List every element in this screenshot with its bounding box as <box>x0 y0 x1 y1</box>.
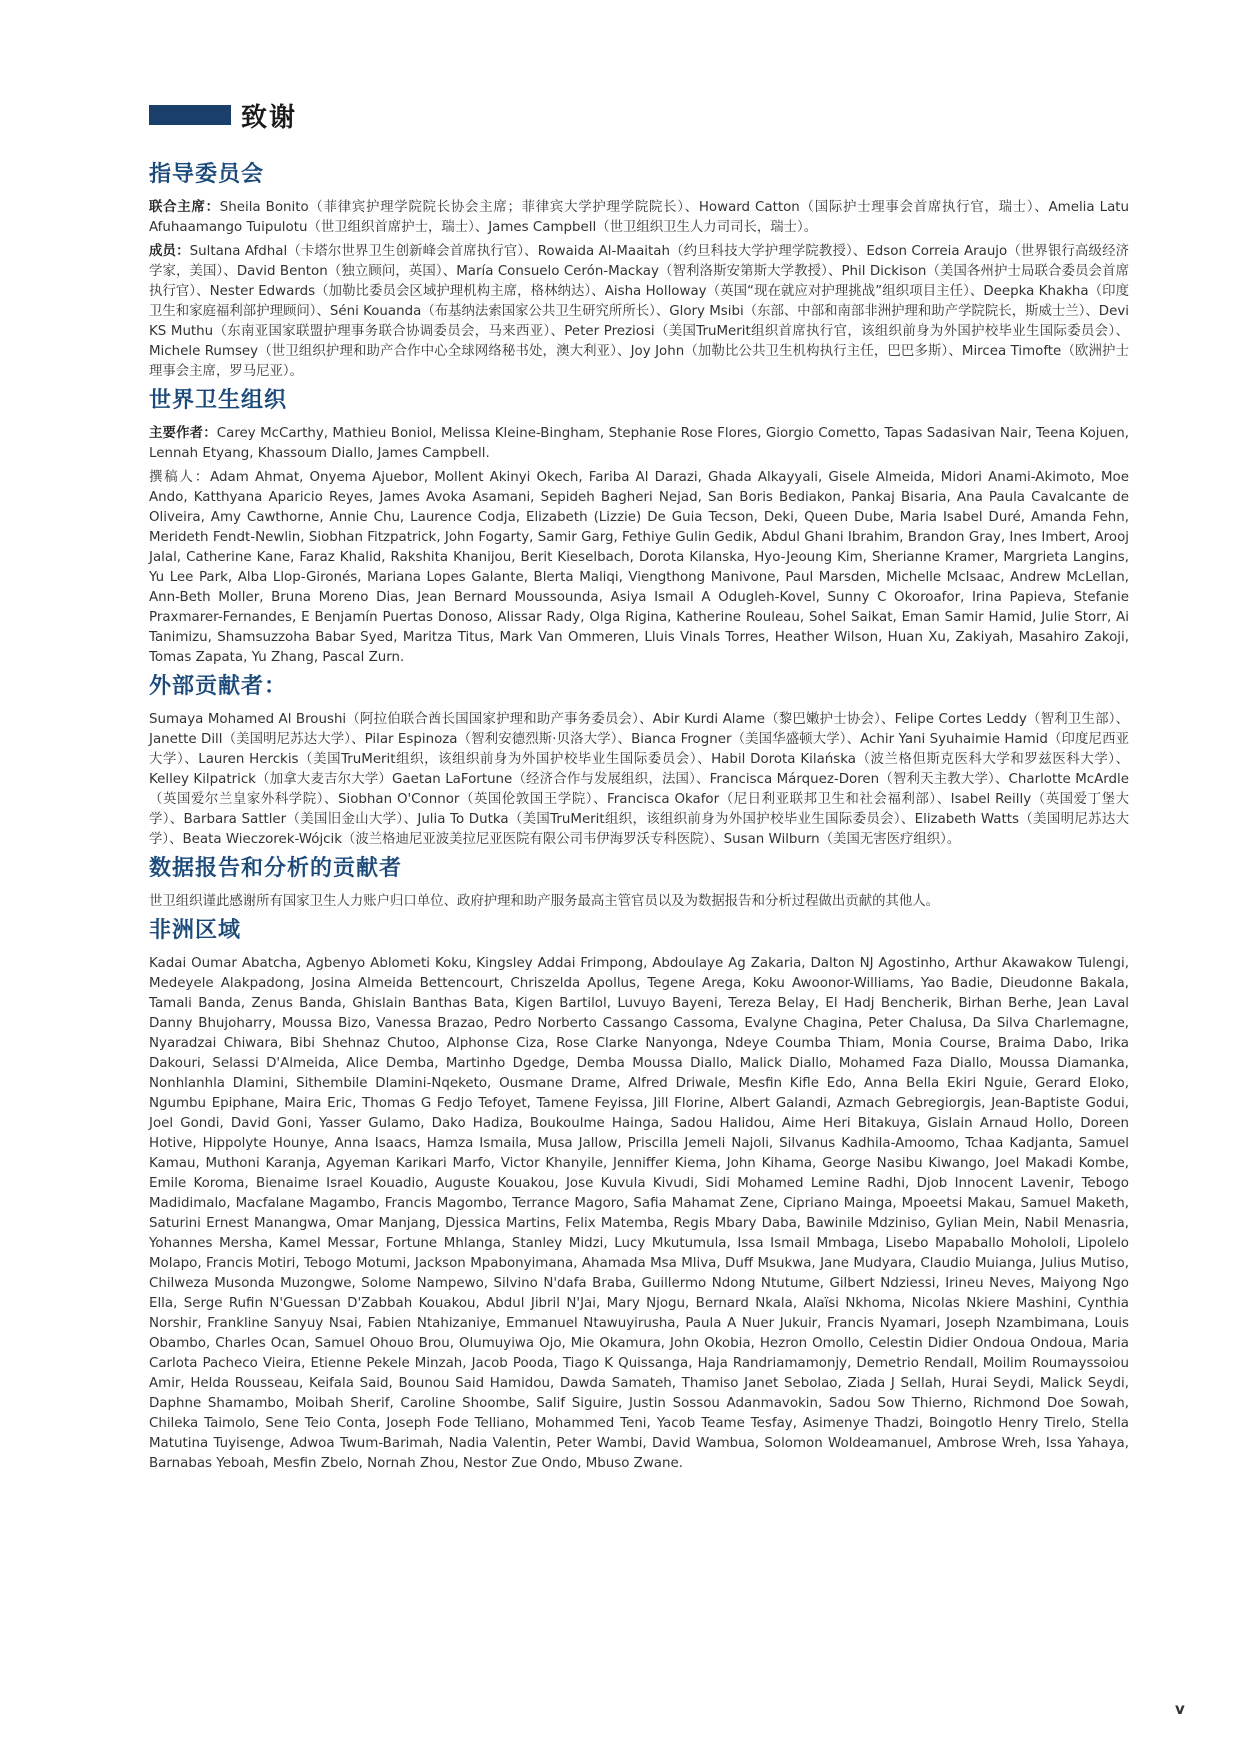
who-contributors-paragraph: 撰稿人：Adam Ahmat, Onyema Ajuebor, Mollent Akinyi Okech, Fariba Al Darazi, Ghada Alkayyali, Gisele Almeida, Midori Anami-Akimoto, Moe Ando, Katthyana Aparicio Reyes, James Avoka Asamani, Sepideh Bagheri Nejad, San Boris Bediakon, Pankaj Bisaria, Ana Paula Cavalcante de Oliveira, Amy Cawthorne, Annie Chu, Laurence Codja, Elizabeth (Lizzie) De Guia Tecson, Deki, Queen Dube, Maria Isabel Duré, Amanda Fehn, Merideth Fendt-Newlin, Siobhan Fitzpatrick, John Fogarty, Samir Garg, Fethiye Gulin Gedik, Abdul Ghani Ibrahim, Brandon Gray, Ines Imbert, Arooj Jalal, Catherine Kane, Faraz Khalid, Rakshita Khanijou, Berit Kieselbach, Dorota Kilanska, Hyo-Jeoung Kim, Sherianne Kramer, Margrieta Langins, Yu Lee Park, Alba Llop-Gironés, Mariana Lopes Galante, Blerta Maliqi, Viengthong Manivone, Paul Marsden, Michelle McIsaac, Andrew McLellan, Ann-Beth Moller, Bruna Moreno Dias, Jean Bernard Moussounda, Asiya Ismail A Odugleh-Kovel, Sunny C Okoroafor, Irina Papieva, Stefanie Praxmarer-Fernandes, E Benjamín Puertas Donoso, Alissar Rady, Olga Rigina, Katherine Rouleau, Sohel Saikat, Eman Samir Hamid, Julie Storr, Ai Tanimizu, Shamsuzzoha Babar Syed, Maritza Titus, Mark Van Ommeren, Lluis Vinals Torres, Heather Wilson, Huan Xu, Zakiyah, Masahiro Zakoji, Tomas Zapata, Yu Zhang, Pascal Zurn. <box>149 470 1129 665</box>
external-contributors-title: 外部贡献者： <box>149 674 288 699</box>
steering-committee-title: 指导委员会 <box>149 162 265 187</box>
page-header <box>149 98 297 132</box>
cochairs-text: Sheila Bonito（菲律宾护理学院院长协会主席；菲律宾大学护理学院院长）、Howard Catton（国际护士理事会首席执行官，瑞士）、Amelia Latu Afuhaamango Tuipulotu（世卫组织首席护士，瑞士）、James Campbell（世卫组织卫生人力司司长，瑞士）。 <box>149 200 1130 235</box>
lead-authors-paragraph <box>149 424 1129 464</box>
africa-region-section <box>149 916 1129 1474</box>
page-title: 致谢 <box>241 102 298 133</box>
africa-region-title: 非洲区域 <box>149 918 242 943</box>
africa-region-text: Kadai Oumar Abatcha, Agbenyo Ablometi Koku, Kingsley Addai Frimpong, Abdoulaye Ag Zakaria, Dalton NJ Agostinho, Arthur Akawakow Tulengi, Medeyele Alakpadong, Josina Almeida Bettencourt, Chriszelda Apollus, Tegene Arega, Koku Awoonor-Williams, Yao Badie, Dieudonne Bakala, Tamali Banda, Zenus Banda, Ghislain Banthas Bata, Kigen Bartilol, Luvuyo Bayeni, Tereza Belay, El Hadj Bencherik, Birhan Berhe, Jean Laval Danny Bhujoharry, Moussa Bizo, Vanessa Brazao, Pedro Norberto Cassango Cassoma, Evalyne Chagina, Peter Chalusa, Da Silva Charlemagne, Nyaradzai Chiwara, Bibi Shehnaz Chutoo, Alphonse Ciza, Rose Clarke Nanyonga, Ndeye Coumba Thiam, Monia Course, Braima Dabo, Irika Dakouri, Selassi D'Almeida, Alice Demba, Martinho Dgedge, Demba Moussa Diallo, Malick Diallo, Mohamed Faza Diallo, Moussa Diamanka, Nonhlanhla Dlamini, Sithembile Dlamini-Nqeketo, Ousmane Drame, Alfred Driwale, Mesfin Kifle Edo, Anna Bella Ekiri Nguie, Gerard Eloko, Ngumbu Epiphane, Maira Eric, Thomas G Fedjo Tefoyet, Tamene Feyissa, Jill Florine, Albert Galandi, Azmach Gebregiorgis, Jean-Baptiste Godui, Joel Gondi, David Goni, Yasser Gulamo, Dako Hadiza, Boukoulme Hainga, Sadou Halidou, Aime Heri Bitakuya, Gislain Arnaud Hollo, Doreen Hotive, Hippolyte Hounye, Anna Isaacs, Hamza Ismaila, Musa Jallow, Priscilla Jemeli Najoli, Silvanus Kadhila-Amoomo, Tchaa Kadjanta, Samuel Kamau, Muthoni Karanja, Agyeman Karikari Marfo, Victor Khanyile, Jenniffer Kiema, John Kihama, George Nasibu Kiwango, Joel Makadi Kombe, Emile Koroma, Bienaime Israel Kouadio, Auguste Kouakou, Jose Kuvula Kivudi, Sidi Mohamed Lemine Radhi, Djob Innocent Lavenir, Tebogo Madidimalo, Macfalane Magambo, Francis Magombo, Terrance Magoro, Safia Mahamat Zene, Cipriano Mainga, Mpoeetsi Makau, Samuel Maketh, Saturini Ernest Manangwa, Omar Manjang, Djessica Martins, Felix Matemba, Regis Mbary Daba, Bawinile Mdziniso, Gylian Mein, Nabil Menasria, Yohannes Mersha, Kamel Messar, Fortune Mhlanga, Stanley Midzi, Lucy Mkutumula, Issa Ismail Mmbaga, Lisebo Mapaballo Mohololi, Lipolelo Molapo, Francis Motiri, Tebogo Motumi, Jackson Mpabonyimana, Ahamada Msa Mliva, Duff Msukwa, Jane Mudyara, Claudio Muianga, Julius Mutiso, Chilweza Musonda Muzongwe, Solome Nampewo, Silvino N'dafa Braba, Guillermo Ndong Ntutume, Gilbert Ndziessi, Irineu Neves, Maiyong Ngo Ella, Serge Rufin N'Guessan D'Zabbah Kouakou, Abdul Jibril N'Jai, Mary Njogu, Bernard Nkala, Alaïsi Nkhoma, Nicolas Nkiere Mashini, Cynthia Norshir, Frankline Sanyuy Nsai, Fabien Ntahizaniye, Emmanuel Ntawuyirusha, Paula A Nuer Jukuir, Francis Nyamari, Joseph Nzambimana, Louis Obambo, Charles Ocan, Samuel Ohouo Brou, Olumuyiwa Ojo, Mie Okamura, John Okobia, Hezron Omollo, Celestin Didier Ondoua Ondoua, Maria Carlota Pacheco Vieira, Etienne Pekele Minzah, Jacob Pooda, Tiago K Quissanga, Haja Randriamamonjy, Demetrio Rendall, Moilim Roumayssoiou Amir, Helda Rousseau, Keifala Said, Bounou Said Hamidou, Dawda Samateh, Thamiso Janet Sebolao, Ziada J Sellah, Hurai Seydi, Malick Seydi, Daphne Shamambo, Moibah Sherif, Caroline Shoombe, Salif Siguire, Justin Sossou Adanmavokin, Sadou Sow Thierno, Richmond Doe Sowah, Chileka Taimolo, Sene Teio Conta, Joseph Fode Telliano, Mohammed Teni, Yacob Teame Tesfay, Asimenye Thadzi, Boingotlo Henry Tirelo, Stella Matutina Tuyisenge, Adwoa Twum-Barimah, Nadia Valentin, Peter Wambi, David Wambua, Solomon Woldeamanuel, Ambrose Wreh, Issa Yahaya, Barnabas Yeboah, Mesfin Zbelo, Nornah Zhou, Nestor Zue Ondo, Mbuso Zwane. <box>149 956 1129 1471</box>
data-reporting-title: 数据报告和分析的贡献者 <box>149 856 403 881</box>
lead-authors-label: 主要作者： <box>149 426 217 441</box>
acknowledgements-content <box>149 160 1129 1478</box>
header-accent-bar <box>149 105 231 125</box>
members-paragraph <box>149 242 1129 382</box>
page-number: v <box>1175 1700 1185 1718</box>
who-title: 世界卫生组织 <box>149 388 288 413</box>
data-reporting-section <box>149 854 1129 912</box>
lead-authors-text: Carey McCarthy, Mathieu Boniol, Melissa Kleine-Bingham, Stephanie Rose Flores, Giorgio Cometto, Tapas Sadasivan Nair, Teena Kojuen, Lennah Etyang, Khassoum Diallo, James Campbell. <box>149 426 1129 461</box>
who-section <box>149 386 1129 668</box>
external-contributors-text: Sumaya Mohamed Al Broushi（阿拉伯联合酋长国国家护理和助产事务委员会）、Abir Kurdi Alame（黎巴嫩护士协会）、Felipe Cortes Leddy（智利卫生部）、Janette Dill（美国明尼苏达大学）、Pilar Espinoza（智利安德烈斯·贝洛大学）、Bianca Frogner（美国华盛顿大学）、Achir Yani Syuhaimie Hamid（印度尼西亚大学）、Lauren Herckis（美国TruMerit组织，该组织前身为外国护校毕业生国际委员会）、Habil Dorota Kilańska（波兰格但斯克医科大学和罗兹医科大学）、Kelley Kilpatrick（加拿大麦吉尔大学）Gaetan LaFortune（经济合作与发展组织，法国）、Francisca Márquez-Doren（智利天主教大学）、Charlotte McArdle（英国爱尔兰皇家外科学院）、Siobhan O'Connor（英国伦敦国王学院）、Francisca Okafor（尼日利亚联邦卫生和社会福利部）、Isabel Reilly（英国爱丁堡大学）、Barbara Sattler（美国旧金山大学）、Julia To Dutka（美国TruMerit组织，该组织前身为外国护校毕业生国际委员会）、Elizabeth Watts（美国明尼苏达大学）、Beata Wieczorek-Wójcik（波兰格迪尼亚波美拉尼亚医院有限公司韦伊海罗沃专科医院）、Susan Wilburn（美国无害医疗组织）。 <box>149 712 1129 847</box>
cochairs-paragraph <box>149 198 1129 238</box>
external-contributors-section <box>149 672 1129 850</box>
members-label: 成员： <box>149 244 190 259</box>
members-text: Sultana Afdhal（卡塔尔世界卫生创新峰会首席执行官）、Rowaida Al-Maaitah（约旦科技大学护理学院教授）、Edson Correia Araujo（世界银行高级经济学家，美国）、David Benton（独立顾问，英国）、María Consuelo Cerón-Mackay（智利洛斯安第斯大学教授）、Phil Dickison（美国各州护士局联合委员会首席执行官）、Nester Edwards（加勒比委员会区域护理机构主席，格林纳达）、Aisha Holloway（英国“现在就应对护理挑战”组织项目主任）、Deepka Khakha（印度卫生和家庭福利部护理顾问）、Séni Kouanda（布基纳法索国家公共卫生研究所所长）、Glory Msibi（东部、中部和南部非洲护理和助产学院院长，斯威士兰）、Devi KS Muthu（东南亚国家联盟护理事务联合协调委员会，马来西亚）、Peter Preziosi（美国TruMerit组织首席执行官，该组织前身为外国护校毕业生国际委员会）、Michele Rumsey（世卫组织护理和助产合作中心全球网络秘书处，澳大利亚）、Joy John（加勒比公共卫生机构执行主任，巴巴多斯）、Mircea Timofte（欧洲护士理事会主席，罗马尼亚）。 <box>149 244 1130 379</box>
cochairs-label: 联合主席： <box>149 200 220 215</box>
data-reporting-text: 世卫组织谨此感谢所有国家卫生人力账户归口单位、政府护理和助产服务最高主管官员以及为数据报告和分析过程做出贡献的其他人。 <box>149 894 940 909</box>
steering-committee-section <box>149 160 1129 382</box>
